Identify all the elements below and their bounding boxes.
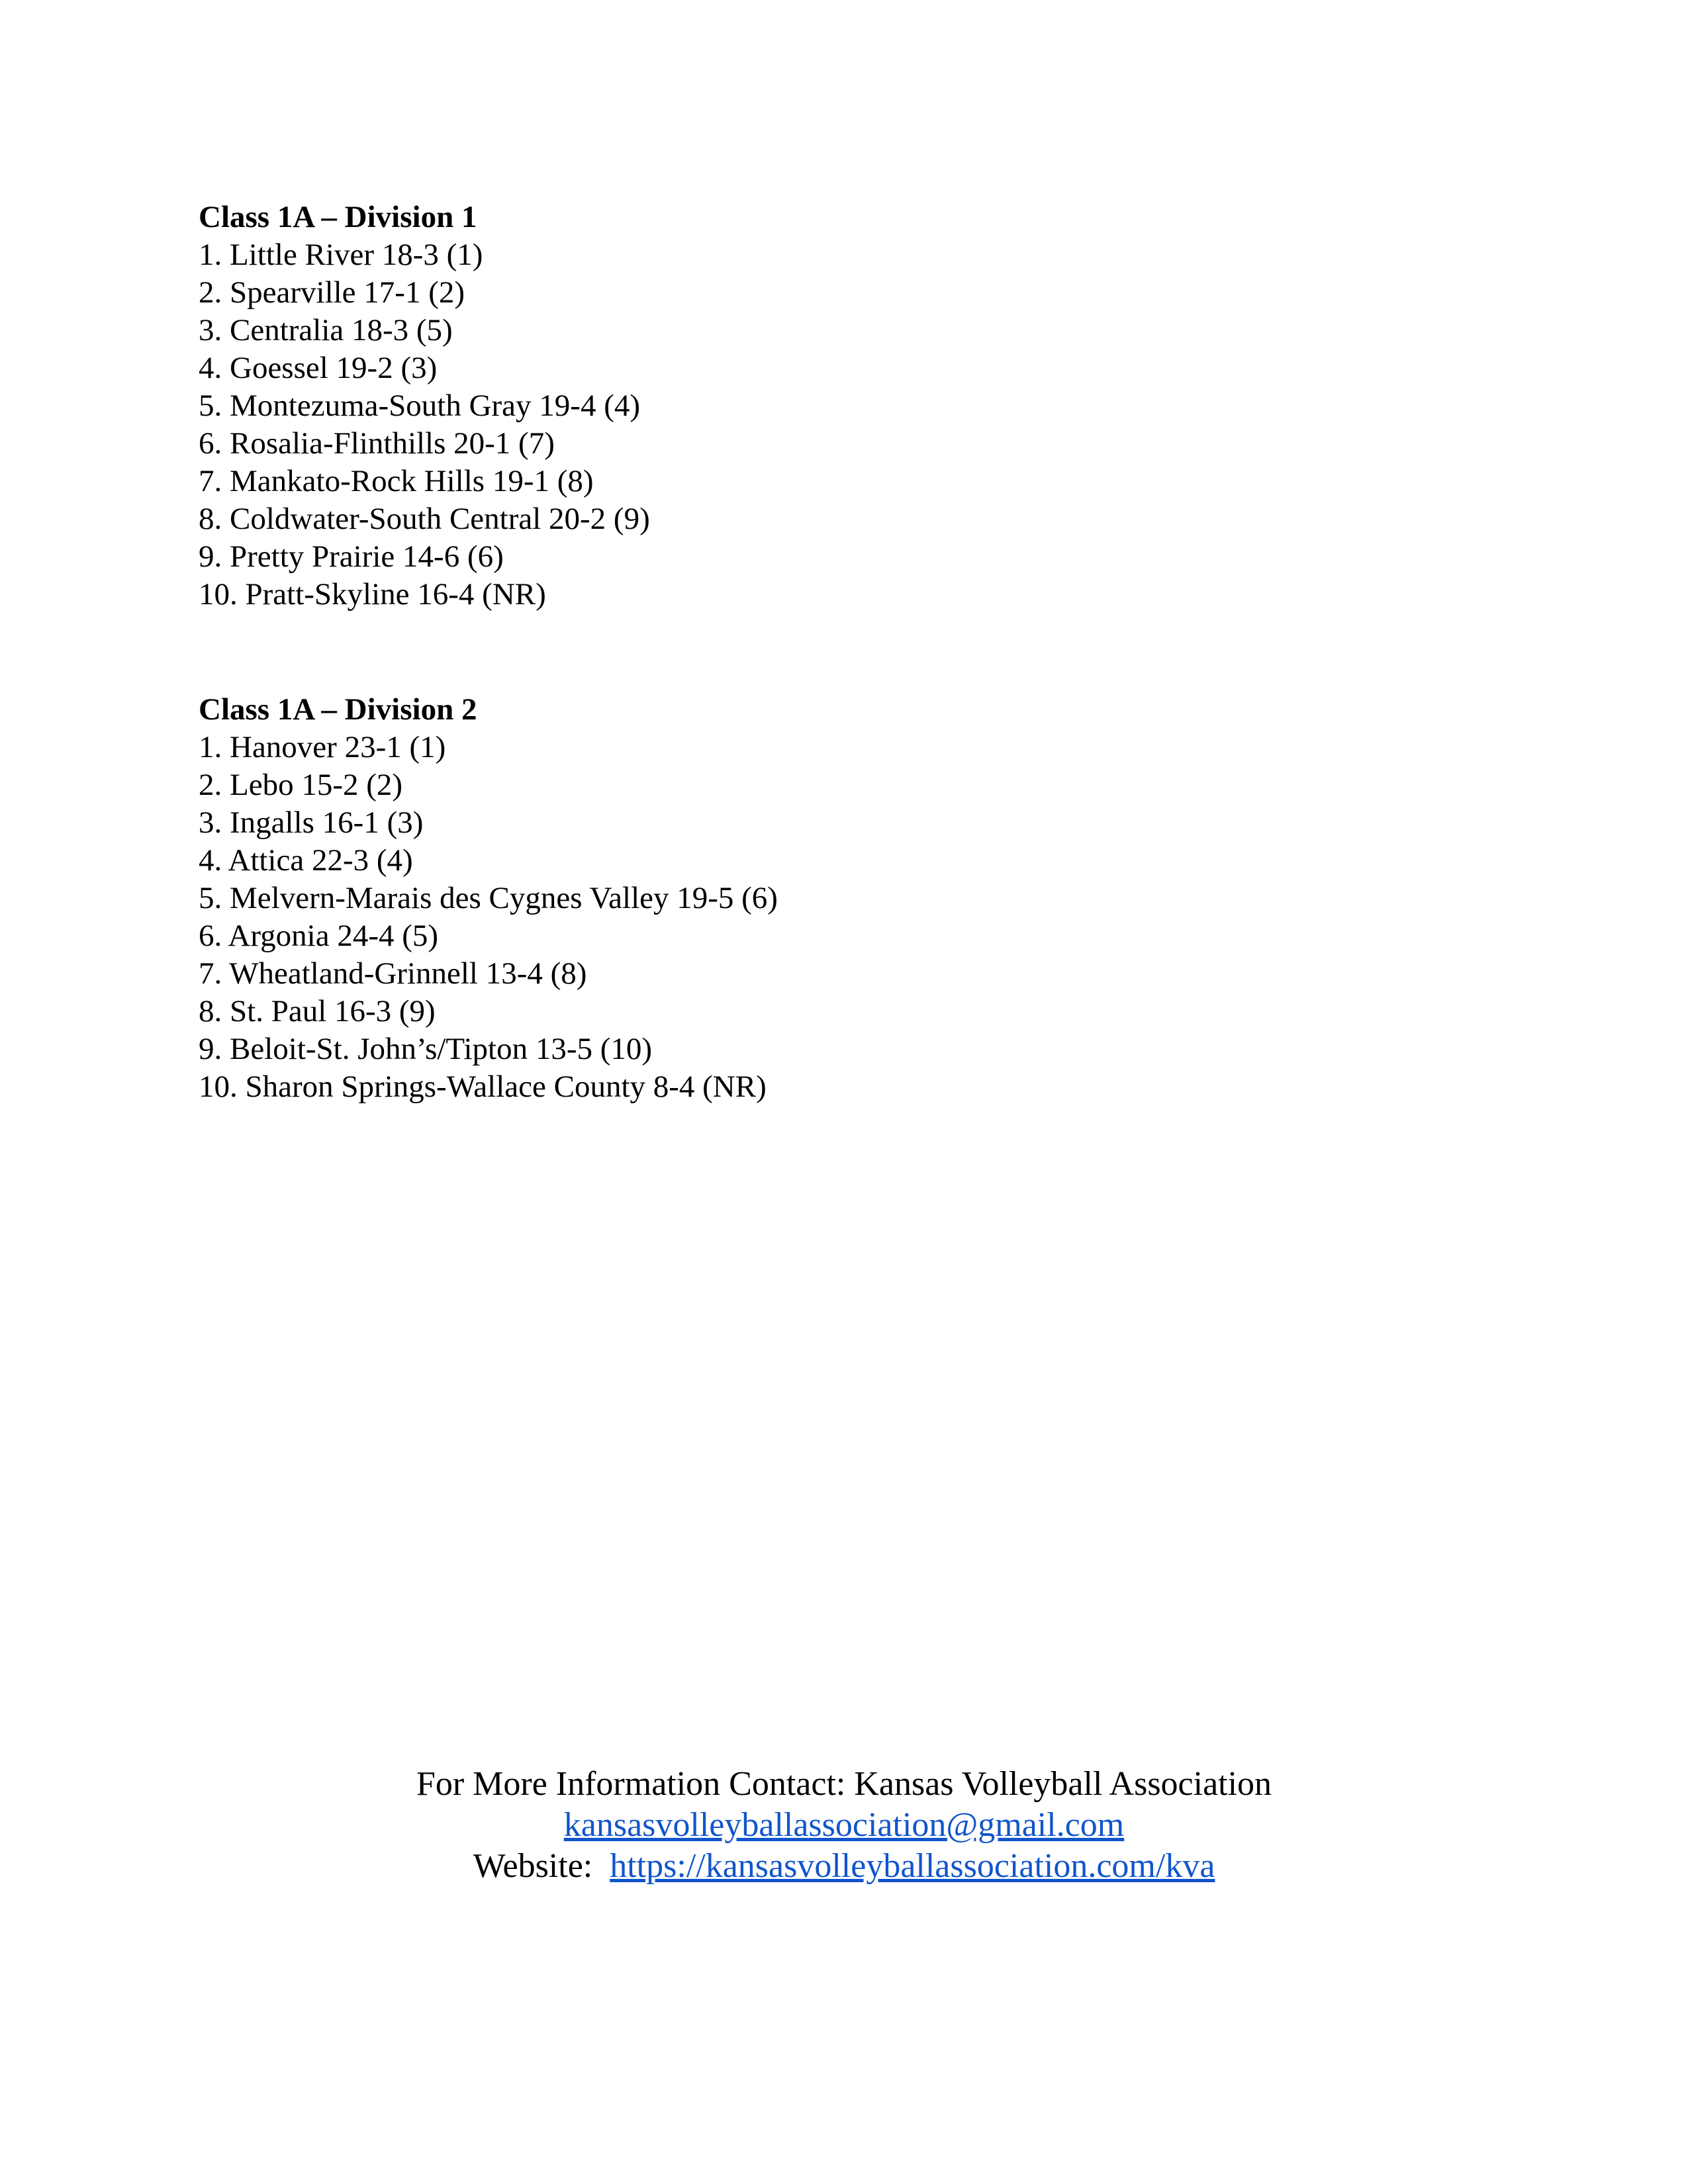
ranking-item: 9. Beloit-St. John’s/Tipton 13-5 (10) <box>199 1032 653 1066</box>
email-line <box>0 1805 1688 1846</box>
section-class-1a-division-1 <box>199 199 1456 614</box>
ranking-item: 8. Coldwater-South Central 20-2 (9) <box>199 502 650 536</box>
ranking-item: 4. Goessel 19-2 (3) <box>199 351 438 385</box>
ranking-item: 6. Rosalia-Flinthills 20-1 (7) <box>199 426 555 461</box>
ranking-item: 10. Pratt-Skyline 16-4 (NR) <box>199 577 546 612</box>
ranking-item: 1. Little River 18-3 (1) <box>199 238 483 272</box>
website-label: Website: <box>473 1847 593 1885</box>
ranking-item: 10. Sharon Springs-Wallace County 8-4 (NR) <box>199 1069 767 1104</box>
section-heading: Class 1A – Division 2 <box>199 692 477 727</box>
ranking-item: 5. Melvern-Marais des Cygnes Valley 19-5 (6) <box>199 881 778 915</box>
ranking-item: 4. Attica 22-3 (4) <box>199 843 413 878</box>
ranking-item: 2. Spearville 17-1 (2) <box>199 275 465 310</box>
ranking-item: 5. Montezuma-South Gray 19-4 (4) <box>199 388 640 423</box>
contact-line: For More Information Contact: Kansas Volleyball Association <box>416 1765 1272 1803</box>
rankings-list <box>199 729 1456 1106</box>
rankings-list <box>199 236 1456 614</box>
ranking-item: 3. Centralia 18-3 (5) <box>199 313 453 347</box>
email-link[interactable]: kansasvolleyballassociation@gmail.com <box>563 1806 1125 1844</box>
ranking-item: 7. Wheatland-Grinnell 13-4 (8) <box>199 956 587 991</box>
contact-footer <box>0 1764 1688 1887</box>
ranking-item: 2. Lebo 15-2 (2) <box>199 768 403 802</box>
ranking-item: 6. Argonia 24-4 (5) <box>199 919 439 953</box>
ranking-item: 3. Ingalls 16-1 (3) <box>199 805 424 840</box>
section-heading: Class 1A – Division 1 <box>199 200 477 234</box>
ranking-item: 8. St. Paul 16-3 (9) <box>199 994 436 1028</box>
website-link[interactable]: https://kansasvolleyballassociation.com/kva <box>610 1847 1215 1885</box>
ranking-item: 9. Pretty Prairie 14-6 (6) <box>199 539 504 574</box>
section-class-1a-division-2 <box>199 691 1456 1106</box>
website-line <box>0 1846 1688 1887</box>
ranking-item: 7. Mankato-Rock Hills 19-1 (8) <box>199 464 594 498</box>
ranking-item: 1. Hanover 23-1 (1) <box>199 730 446 764</box>
